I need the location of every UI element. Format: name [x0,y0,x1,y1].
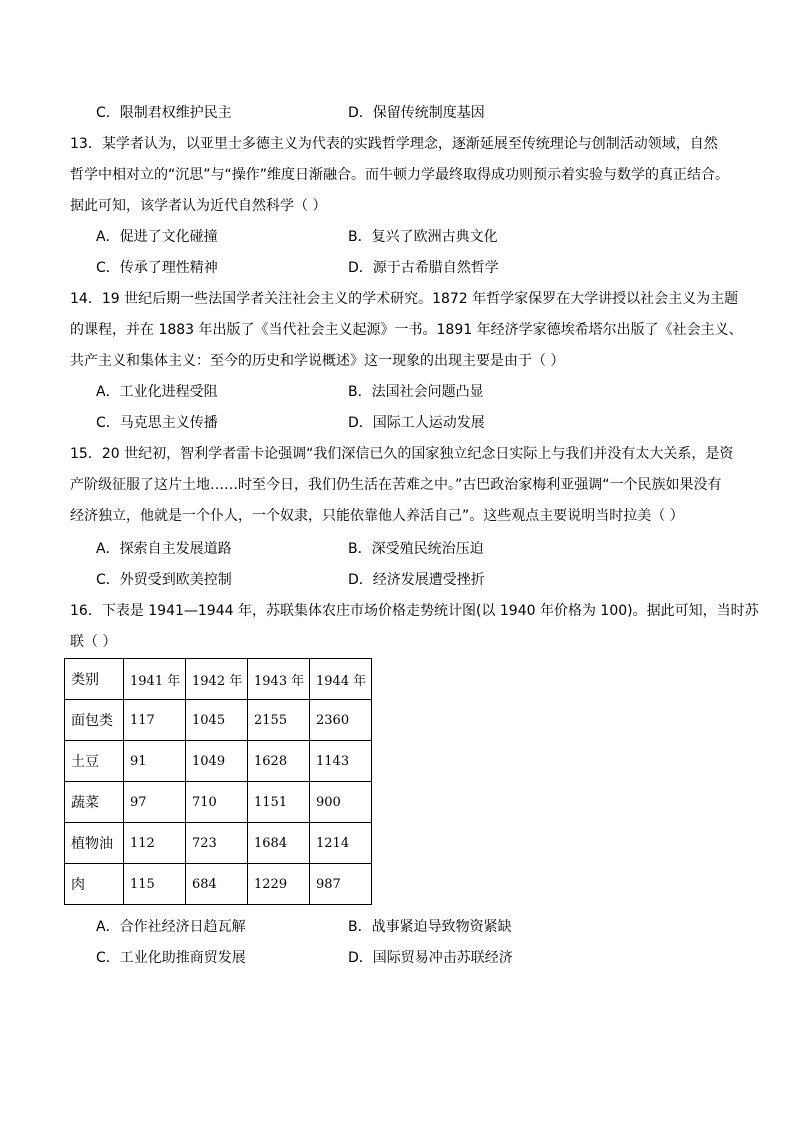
table-header-cell: 1941 年 [124,659,186,700]
q16-option-b: B．战事紧迫导致物资紧缺 [348,919,512,935]
q14-option-d: D．国际工人运动发展 [348,415,485,431]
q13-stem-line-2: 哲学中相对立的“沉思”与“操作”维度日渐融合。而牛顿力学最终取得成功则预示着实验与数学的真正结合。 [70,167,730,183]
table-cell: 土豆 [65,741,124,782]
table-row [65,864,372,905]
q13-option-b: B．复兴了欧洲古典文化 [348,229,498,245]
q13-option-d: D．源于古希腊自然哲学 [348,260,499,276]
table-cell: 97 [124,782,186,823]
q14-option-b: B．法国社会问题凸显 [348,384,484,400]
q15-stem-line-1: 15．20 世纪初，智利学者雷卡论强调“我们深信已久的国家独立纪念日实际上与我们并没有太大关系，是资 [70,446,734,462]
table-cell: 115 [124,864,186,905]
table-cell: 1214 [310,823,372,864]
q15-option-d: D．经济发展遭受挫折 [348,572,485,588]
q15-stem-line-2: 产阶级征服了这片土地……时至今日，我们仍生活在苦难之中。”古巴政治家梅利亚强调“一个民族如果没有 [70,477,722,493]
table-cell: 肉 [65,864,124,905]
q15-stem-line-3: 经济独立，他就是一个仆人，一个奴隶，只能依靠他人养活自己”。这些观点主要说明当时拉美（ ） [70,508,684,524]
q15-option-c: C．外贸受到欧美控制 [96,572,232,588]
table-cell: 91 [124,741,186,782]
table-cell: 1628 [248,741,310,782]
table-cell: 2155 [248,700,310,741]
table-cell: 1684 [248,823,310,864]
q16-option-d: D．国际贸易冲击苏联经济 [348,950,513,966]
q13-option-a: A．促进了文化碰撞 [96,229,218,245]
q15-option-a: A．探索自主发展道路 [96,541,232,557]
q12-option-d: D．保留传统制度基因 [348,105,485,121]
table-cell: 植物油 [65,823,124,864]
table-header-cell: 类别 [65,659,124,700]
table-cell: 2360 [310,700,372,741]
table-cell: 900 [310,782,372,823]
table-cell: 117 [124,700,186,741]
q15-option-b: B．深受殖民统治压迫 [348,541,484,557]
q16-stem-line-2: 联（ ） [70,634,117,650]
q14-stem-line-3: 共产主义和集体主义：至今的历史和学说概述》这一现象的出现主要是由于（ ） [70,353,565,369]
q16-stem-line-1: 16．下表是 1941—1944 年，苏联集体农庄市场价格走势统计图(以 1940 年价格为 100)。据此可知，当时苏 [70,603,759,619]
q16-option-a: A．合作社经济日趋瓦解 [96,919,246,935]
table-header-cell: 1942 年 [186,659,248,700]
table-row [65,741,372,782]
table-row [65,823,372,864]
table-cell: 1229 [248,864,310,905]
table-row [65,700,372,741]
q13-stem-line-1: 13．某学者认为，以亚里士多德主义为代表的实践哲学理念，逐渐延展至传统理论与创制活动领域，自然 [70,136,718,152]
table-header-row [65,659,372,700]
table-cell: 1143 [310,741,372,782]
q14-option-a: A．工业化进程受阻 [96,384,218,400]
table-cell: 面包类 [65,700,124,741]
table-cell: 112 [124,823,186,864]
q14-option-c: C．马克思主义传播 [96,415,218,431]
table-cell: 1151 [248,782,310,823]
table-cell: 710 [186,782,248,823]
q13-option-c: C．传承了理性精神 [96,260,218,276]
q14-stem-line-1: 14．19 世纪后期一些法国学者关注社会主义的学术研究。1872 年哲学家保罗在大学讲授以社会主义为主题 [70,291,739,307]
price-table [64,658,372,905]
table-row [65,782,372,823]
q12-option-c: C．限制君权维护民主 [96,105,232,121]
table-cell: 723 [186,823,248,864]
table-cell: 1045 [186,700,248,741]
q13-stem-line-3: 据此可知，该学者认为近代自然科学（ ） [70,198,327,214]
table-cell: 987 [310,864,372,905]
table-cell: 1049 [186,741,248,782]
table-header-cell: 1944 年 [310,659,372,700]
q16-option-c: C．工业化助推商贸发展 [96,950,246,966]
table-cell: 蔬菜 [65,782,124,823]
q14-stem-line-2: 的课程，并在 1883 年出版了《当代社会主义起源》一书。1891 年经济学家德埃希塔尔出版了《社会主义、 [70,322,743,338]
table-header-cell: 1943 年 [248,659,310,700]
table-cell: 684 [186,864,248,905]
